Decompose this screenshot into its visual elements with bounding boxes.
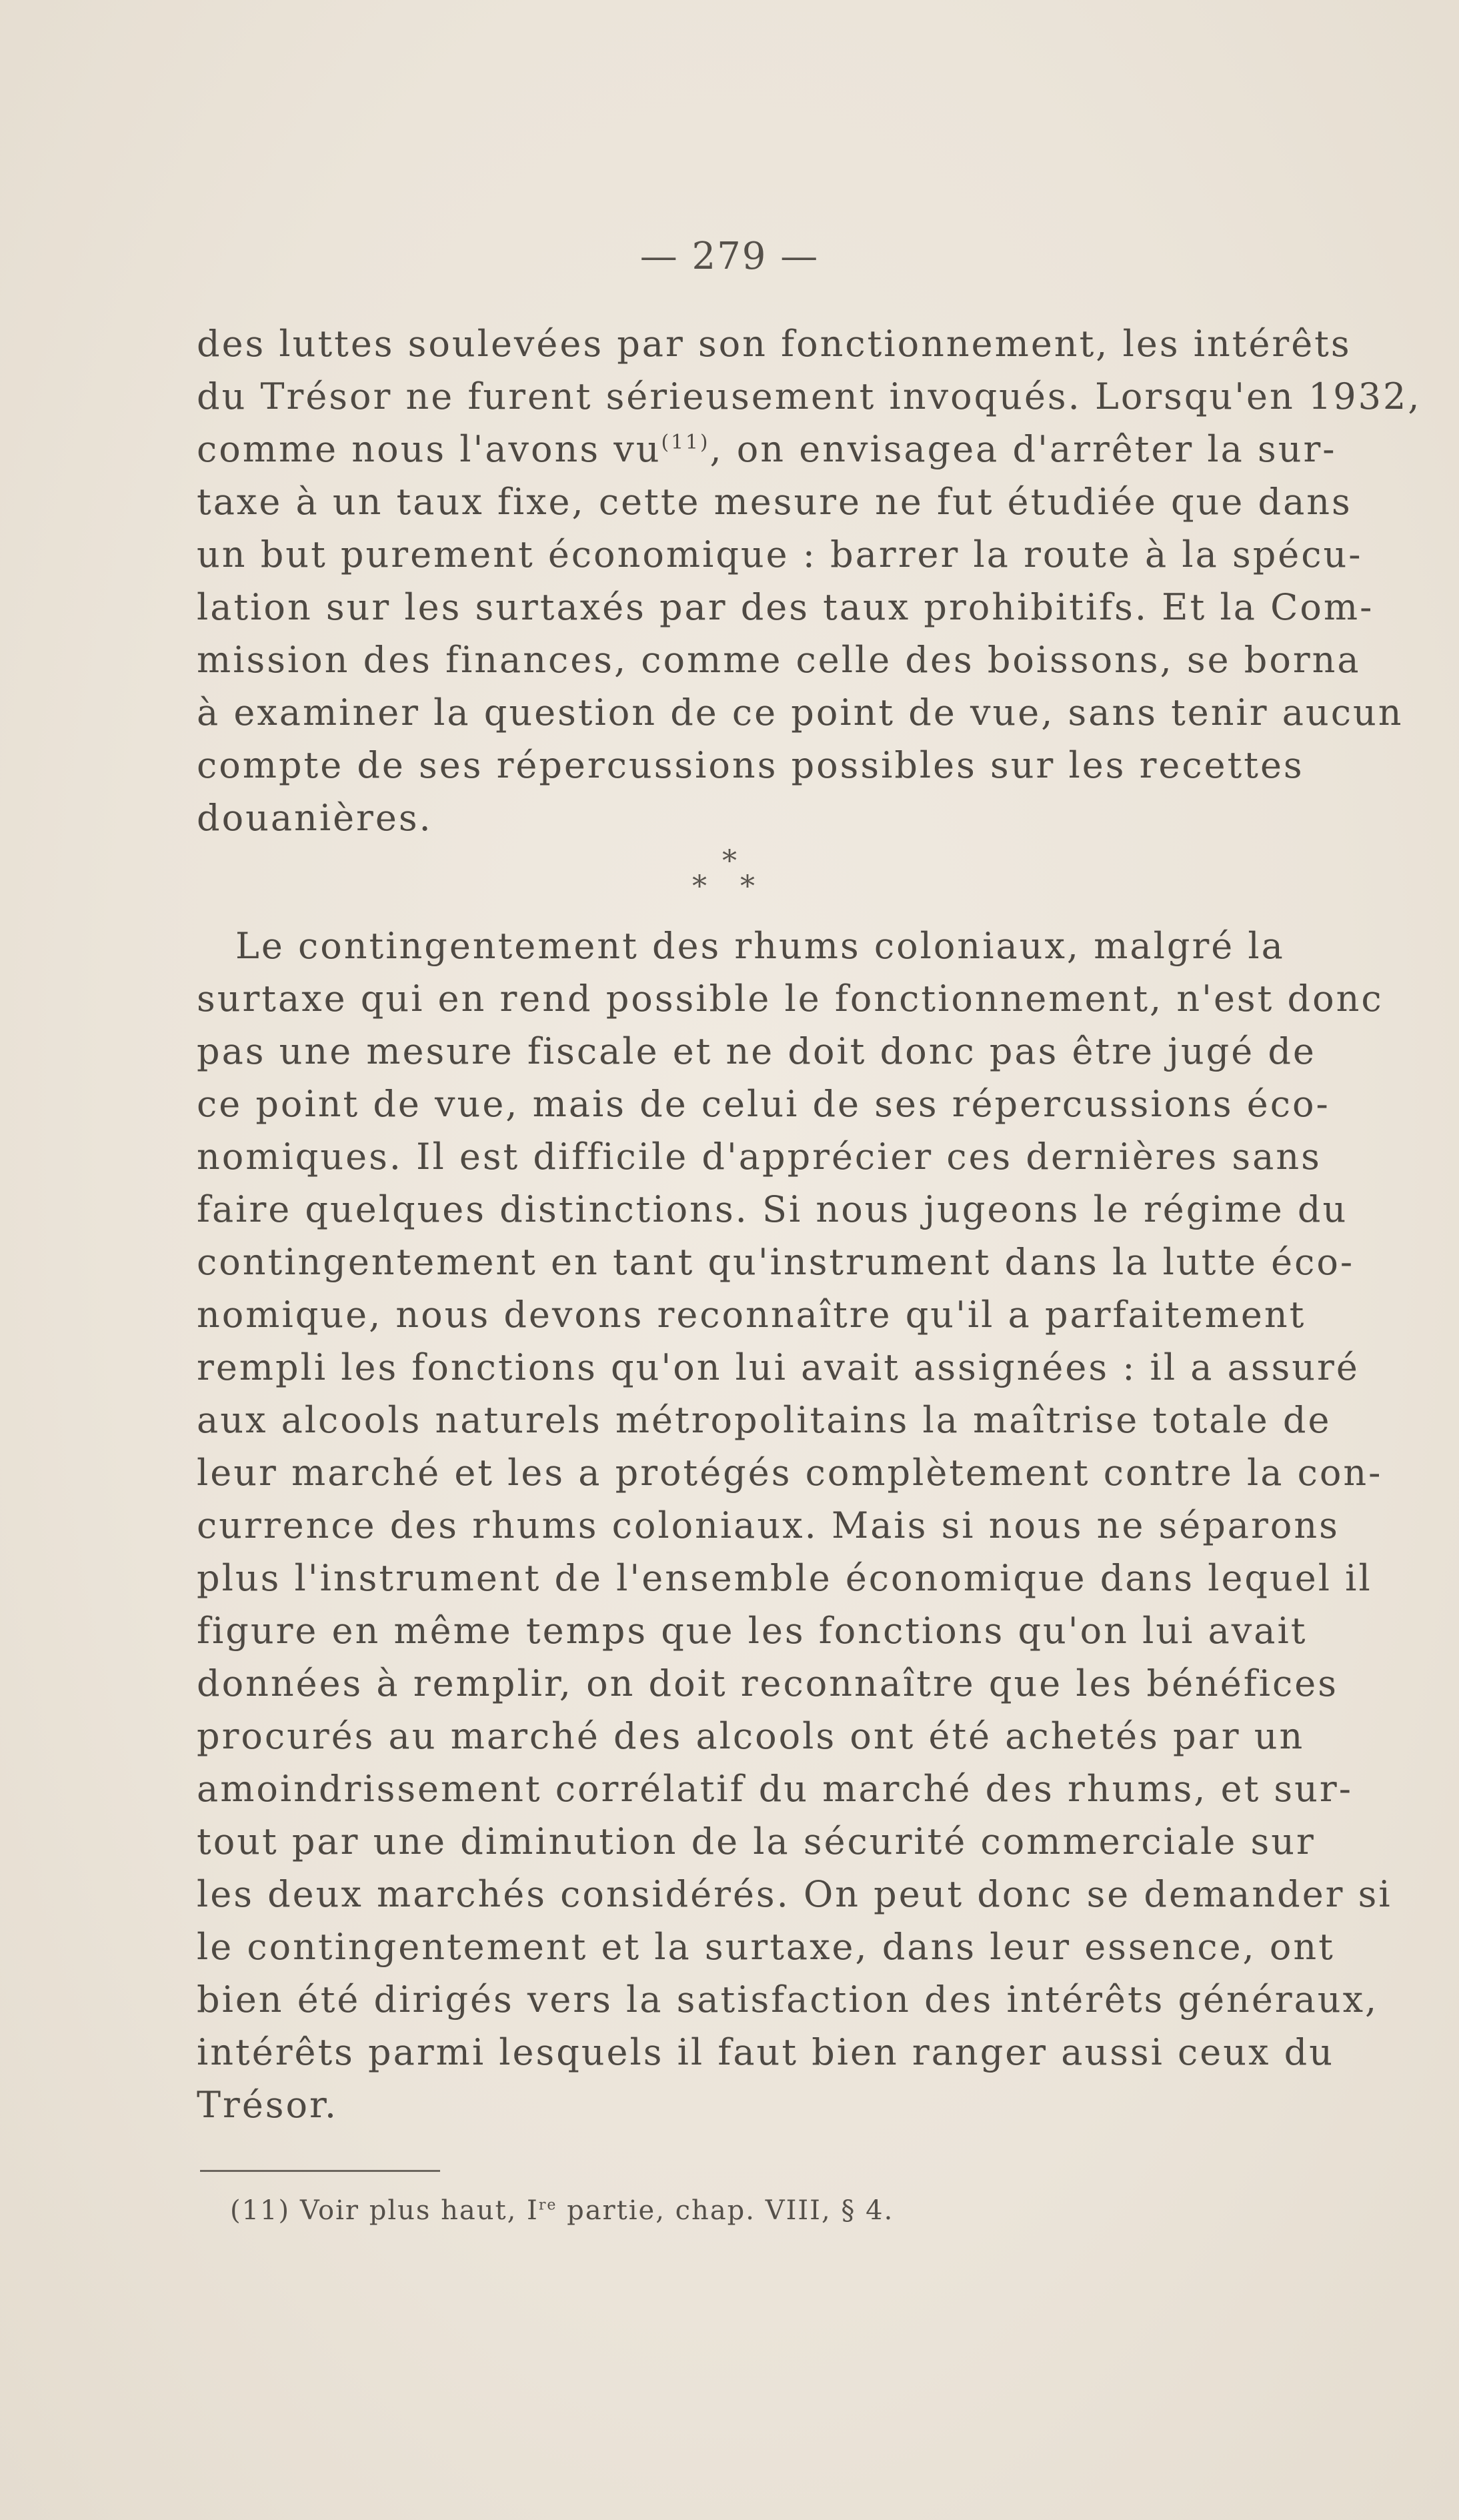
text-line: des luttes soulevées par son fonctionnement, les intérêts [197,323,1352,365]
text-line: à examiner la question de ce point de vue, sans tenir aucun [197,692,1404,734]
text-line: faire quelques distinctions. Si nous jugeons le régime du [197,1188,1348,1230]
text-line: surtaxe qui en rend possible le fonctionnement, n'est donc [197,978,1384,1020]
text-line: intérêts parmi lesquels il faut bien ranger aussi ceux du [197,2031,1334,2073]
section-separator-top: * [722,844,737,878]
footnote-divider [200,2170,440,2172]
text-fragment: comme nous l'avons vu [197,428,661,470]
section-separator-bottom: * * [692,870,767,904]
paragraph-main [197,920,1392,2131]
footnote-superscript: re [538,2197,557,2214]
text-line: nomique, nous devons reconnaître qu'il a parfaitement [197,1294,1306,1336]
text-line: currence des rhums coloniaux. Mais si nous ne séparons [197,1504,1340,1546]
footnote-reference[interactable]: (11) [661,431,710,454]
text-line: ce point de vue, mais de celui de ses répercussions éco- [197,1083,1330,1125]
text-line: mission des finances, comme celle des boissons, se borna [197,639,1361,681]
text-line: procurés au marché des alcools ont été achetés par un [197,1715,1305,1757]
text-line-with-footnote-ref [197,423,1337,475]
footnote-marker: (11) [230,2195,291,2226]
text-line: aux alcools naturels métropolitains la maîtrise totale de [197,1399,1332,1441]
text-line: lation sur les surtaxés par des taux prohibitifs. Et la Com- [197,586,1374,628]
text-line: contingentement en tant qu'instrument dans la lutte éco- [197,1241,1355,1283]
text-line: rempli les fonctions qu'on lui avait assignées : il a assuré [197,1346,1360,1388]
text-line: pas une mesure fiscale et ne doit donc pas être jugé de [197,1030,1316,1072]
footnote-text: Voir plus haut, I [299,2195,539,2226]
text-line: Trésor. [197,2084,339,2126]
text-line: Le contingentement des rhums coloniaux, malgré la [235,925,1285,967]
text-line: leur marché et les a protégés complètement contre la con- [197,1452,1383,1494]
footnote [230,2191,894,2231]
text-fragment: , on envisagea d'arrêter la sur- [709,428,1337,470]
text-line: bien été dirigés vers la satisfaction des intérêts généraux, [197,1979,1379,2021]
paragraph-continuation [197,317,1422,844]
text-line: taxe à un taux fixe, cette mesure ne fut étudiée que dans [197,481,1352,523]
text-line: tout par une diminution de la sécurité commerciale sur [197,1820,1316,1862]
page-number: — 279 — [639,235,820,278]
text-line: figure en même temps que les fonctions qu'on lui avait [197,1610,1308,1652]
footnote-text-end: partie, chap. VIII, § 4. [557,2195,894,2226]
text-line: le contingentement et la surtaxe, dans leur essence, ont [197,1926,1335,1968]
text-line: douanières. [197,797,433,839]
text-line: amoindrissement corrélatif du marché des rhums, et sur- [197,1768,1353,1810]
text-line: les deux marchés considérés. On peut donc se demander si [197,1873,1392,1915]
text-line: nomiques. Il est difficile d'apprécier ces dernières sans [197,1136,1322,1178]
text-line: du Trésor ne furent sérieusement invoqués. Lorsqu'en 1932, [197,375,1422,417]
text-line: compte de ses répercussions possibles sur les recettes [197,744,1304,786]
text-line: un but purement économique : barrer la route à la spécu- [197,533,1363,575]
text-line: plus l'instrument de l'ensemble économique dans lequel il [197,1557,1372,1599]
text-line: données à remplir, on doit reconnaître que les bénéfices [197,1662,1338,1704]
